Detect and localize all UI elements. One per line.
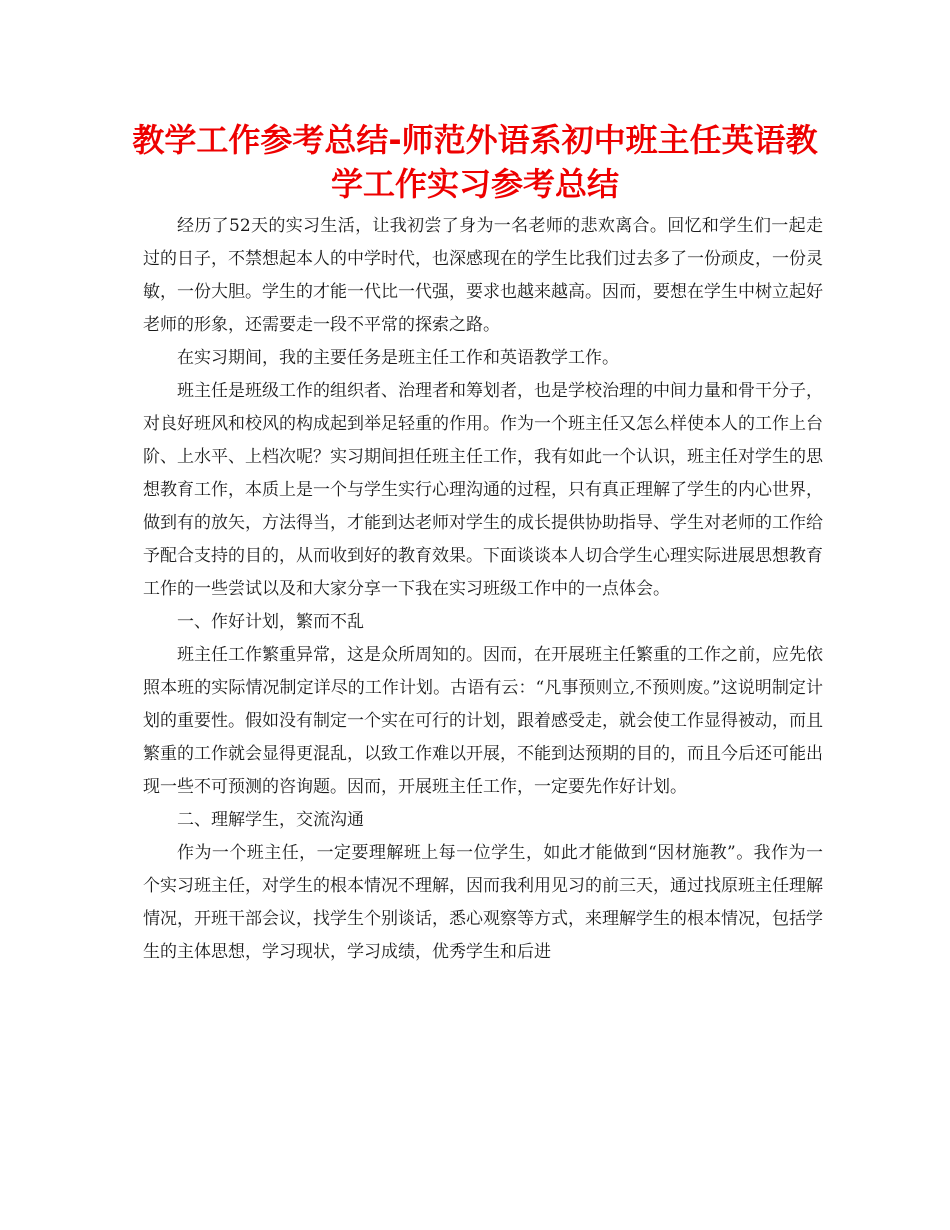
paragraph-class-teacher-role: 班主任是班级工作的组织者、治理者和筹划者，也是学校治理的中间力量和骨干分子，对良好班风和校风的构成起到举足轻重的作用。作为一个班主任又怎么样使本人的工作上台阶、上水平、上档次呢？实习期间担任班主任工作，我有如此一个认识，班主任对学生的思想教育工作，本质上是一个与学生实行心理沟通的过程，只有真正理解了学生的内心世界，做到有的放矢，方法得当，才能到达老师对学生的成长提供协助指导、学生对老师的工作给予配合支持的目的，从而收到好的教育效果。下面谈谈本人切合学生心理实际进展思想教育工作的一些尝试以及和大家分享一下我在实习班级工作中的一点体会。 bbox=[143, 381, 823, 599]
paragraph-understand-students: 作为一个班主任，一定要理解班上每一位学生，如此才能做到“因材施教”。我作为一个实习班主任，对学生的根本情况不理解，因而我利用见习的前三天，通过找原班主任理解情况，开班干部会议，找学生个别谈话，悉心观察等方式，来理解学生的根本情况，包括学生的主体思想，学习现状，学习成绩，优秀学生和后进 bbox=[143, 843, 823, 962]
section-heading-plan: 一、作好计划，繁而不乱 bbox=[177, 612, 364, 632]
paragraph-plan: 班主任工作繁重异常，这是众所周知的。因而，在开展班主任繁重的工作之前，应先依照本班的实际情况制定详尽的工作计划。古语有云：“凡事预则立,不预则废。”这说明制定计划的重要性。假如没有制定一个实在可行的计划，跟着感受走，就会使工作显得被动，而且繁重的工作就会显得更混乱，以致工作难以开展，不能到达预期的目的，而且今后还可能出现一些不可预测的咨询题。因而，开展班主任工作，一定要先作好计划。 bbox=[143, 645, 823, 797]
section-heading-understand-students: 二、理解学生，交流沟通 bbox=[177, 810, 364, 830]
paragraph-intro: 经历了52天的实习生活，让我初尝了身为一名老师的悲欢离合。回忆和学生们一起走过的日子，不禁想起本人的中学时代，也深感现在的学生比我们过去多了一份顽皮，一份灵敏，一份大胆。学生的才能一代比一代强，要求也越来越高。因而，要想在学生中树立起好老师的形象，还需要走一段不平常的探索之路。 bbox=[143, 216, 823, 335]
document-title: 教学工作参考总结-师范外语系初中班主任英语教学工作实习参考总结 bbox=[132, 121, 818, 203]
document-body bbox=[143, 210, 823, 969]
paragraph-main-tasks: 在实习期间，我的主要任务是班主任工作和英语教学工作。 bbox=[177, 348, 619, 368]
